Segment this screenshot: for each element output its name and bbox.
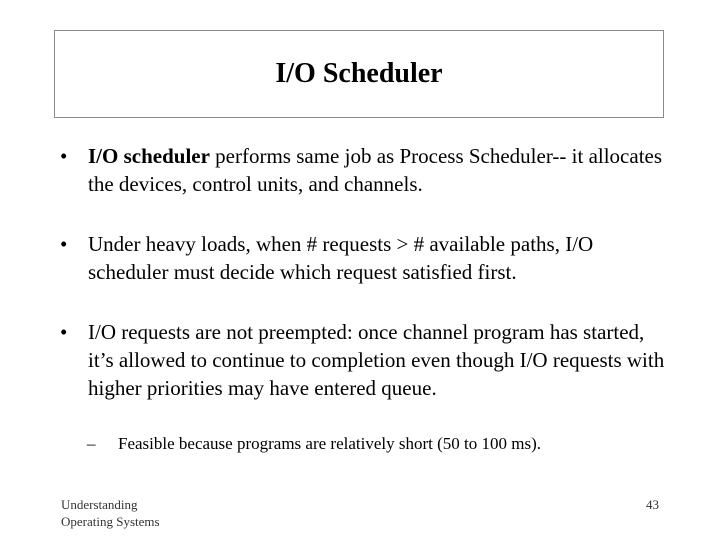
bullet-item-2 [60,230,670,286]
bullet-icon: • [60,320,68,344]
bullet-text: Under heavy loads, when # requests > # available paths, I/O scheduler must decide which request satisfied first. [88,232,594,284]
footer-line-2: Operating Systems [61,514,160,529]
page-number: 43 [646,497,659,512]
bullet-item-3 [60,318,670,402]
slide-title: I/O Scheduler [275,58,443,89]
sub-bullet [60,432,720,456]
bullet-text: performs same job as Process Scheduler-- it allocates the devices, control units, and channels. [88,144,663,196]
bullet-text: I/O requests are not preempted: once channel program has started, it’s allowed to continue to completion even though I/O requests with higher priorities may have entered queue. [88,320,665,400]
bullet-bold-text: I/O scheduler [88,144,210,168]
footer-book-title [61,496,160,530]
bullet-icon: • [60,144,68,168]
sub-bullet-text: Feasible because programs are relatively short (50 to 100 ms). [118,434,541,453]
footer-line-1: Understanding [61,497,138,512]
dash-icon: – [87,434,96,453]
bullet-item-1 [60,142,670,198]
bullet-list [60,142,670,402]
title-box [54,30,664,118]
bullet-icon: • [60,232,68,256]
